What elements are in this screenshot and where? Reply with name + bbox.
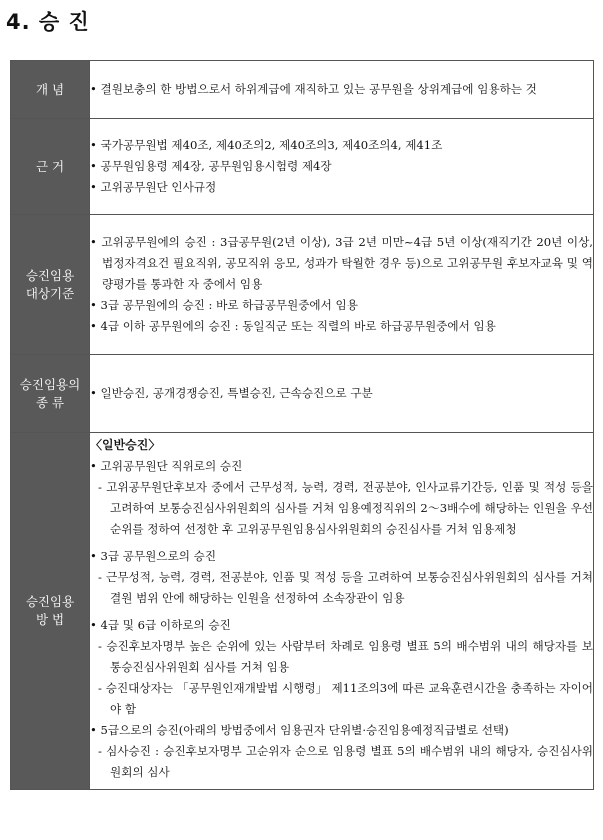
row-content [90,61,594,119]
bullet-item: • 4급 및 6급 이하로의 승진 [90,618,231,632]
bullet-item: • 일반승진, 공개경쟁승진, 특별승진, 근속승진으로 구분 [90,386,373,400]
bullet-item: • 4급 이하 공무원에의 승진 : 동일직군 또는 직렬의 바로 하급공무원중에서 임용 [90,319,496,333]
dash-item: - 승진후보자명부 높은 순위에 있는 사람부터 차례로 임용령 별표 5의 배수범위 내의 해당자를 보통승진심사위원회 심사를 거쳐 임용 [98,639,593,674]
bullet-item: • 고위공무원단 인사규정 [90,180,217,194]
bullet-item: • 3급 공무원으로의 승진 [90,549,217,563]
row-label-line: 종 류 [35,394,65,410]
row-label [11,119,90,215]
row-content [90,119,594,215]
dash-item: - 고위공무원단후보자 중에서 근무성적, 능력, 경력, 전공분야, 인사교류기간등, 인품 및 적성 등을 고려하여 보통승진심사위원회의 심사를 거쳐 임용예정직위의 2～3배수에 해당하는 인원을 우선순위를 정하여 선정한 후 고위공무원임용심사위원회의 승진심사를 거쳐 임용제청 [98,480,593,536]
row-label-line: 대상기준 [25,285,75,301]
table-row [11,61,594,119]
bullet-item: • 5급으로의 승진(아래의 방법중에서 임용권자 단위별·승진임용예정직급별로 선택) [90,723,509,737]
dash-item: - 근무성적, 능력, 경력, 전공분야, 인품 및 적성 등을 고려하여 보통승진심사위원회의 심사를 거쳐 결원 범위 안에 해당하는 인원을 선정하여 소속장관이 임용 [98,570,593,605]
table-row [11,355,594,433]
row-label-line: 승진임용 [25,267,75,283]
bullet-item: • 공무원임용령 제4장, 공무원임용시험령 제4장 [90,159,332,173]
dash-item: - 승진대상자는 「공무원인재개발법 시행령」 제11조의3에 따른 교육훈련시간을 충족하는 자이어야 함 [98,681,593,716]
bullet-item: • 고위공무원에의 승진 : 3급공무원(2년 이상), 3급 2년 미만~4급 5년 이상(재직기간 20년 이상, 법정자격요건 필요직위, 공모직위 응모, 성과가 탁월한 경우 등)으로 고위공무원 후보자교육 및 역량평가를 통과한 자 중에서 임용 [90,235,593,291]
bullet-item: • 국가공무원법 제40조, 제40조의2, 제40조의3, 제40조의4, 제41조 [90,138,443,152]
row-label-line: 승진임용의 [19,376,81,392]
page-title: 4. 승 진 [6,10,90,34]
row-label [11,61,90,119]
row-label-line: 승진임용 [25,594,75,609]
row-label-line: 근 거 [35,158,65,174]
promotion-table [10,60,594,790]
bullet-item: • 3급 공무원에의 승진 : 바로 하급공무원중에서 임용 [90,298,358,312]
row-label-line: 방 법 [35,612,65,627]
row-content [90,433,594,790]
row-content [90,355,594,433]
row-label [11,433,90,790]
row-label-line: 개 념 [35,81,65,97]
row-label [11,215,90,355]
table-row [11,215,594,355]
bullet-item: • 결원보충의 한 방법으로서 하위계급에 재직하고 있는 공무원을 상위계급에 임용하는 것 [90,82,537,96]
table-row [11,433,594,790]
section-heading: 〈일반승진〉 [90,438,161,452]
bullet-item: • 고위공무원단 직위로의 승진 [90,459,243,473]
row-content [90,215,594,355]
table-row [11,119,594,215]
row-label [11,355,90,433]
dash-item: - 심사승진 : 승진후보자명부 고순위자 순으로 임용령 별표 5의 배수범위 내의 해당자, 승진심사위원회의 심사 [98,744,593,779]
